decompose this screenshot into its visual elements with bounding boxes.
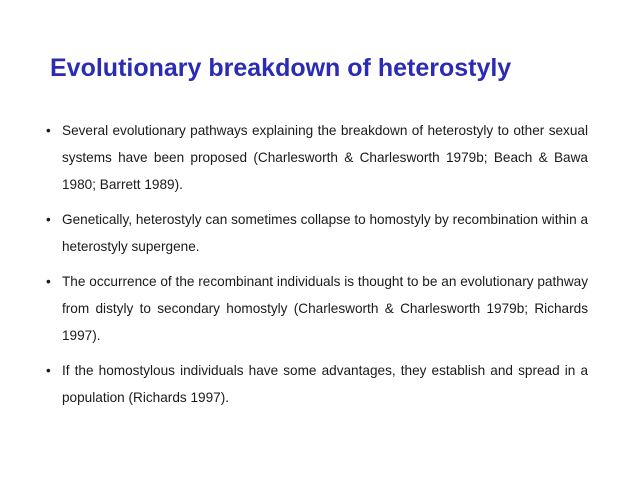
bullet-text: Several evolutionary pathways explaining the breakdown of heterostyly to other sexual systems have been proposed (Charlesworth & Charlesworth 1979b; Beach & Bawa 1980; Barrett 1989). <box>62 123 588 192</box>
slide-title: Evolutionary breakdown of heterostyly <box>50 54 512 82</box>
bullet-dot-icon: • <box>46 212 51 227</box>
bullet-item <box>46 206 588 260</box>
bullet-list <box>46 117 588 419</box>
bullet-item <box>46 357 588 411</box>
bullet-item <box>46 117 588 198</box>
bullet-item <box>46 268 588 349</box>
bullet-dot-icon: • <box>46 123 51 138</box>
bullet-text: The occurrence of the recombinant individuals is thought to be an evolutionary pathway from distyly to secondary homostyly (Charlesworth & Charlesworth 1979b; Richards 1997). <box>62 274 588 343</box>
bullet-text: Genetically, heterostyly can sometimes collapse to homostyly by recombination within a heterostyly supergene. <box>62 212 588 254</box>
bullet-dot-icon: • <box>46 363 51 378</box>
bullet-text: If the homostylous individuals have some advantages, they establish and spread in a population (Richards 1997). <box>62 363 588 405</box>
bullet-dot-icon: • <box>46 274 51 289</box>
